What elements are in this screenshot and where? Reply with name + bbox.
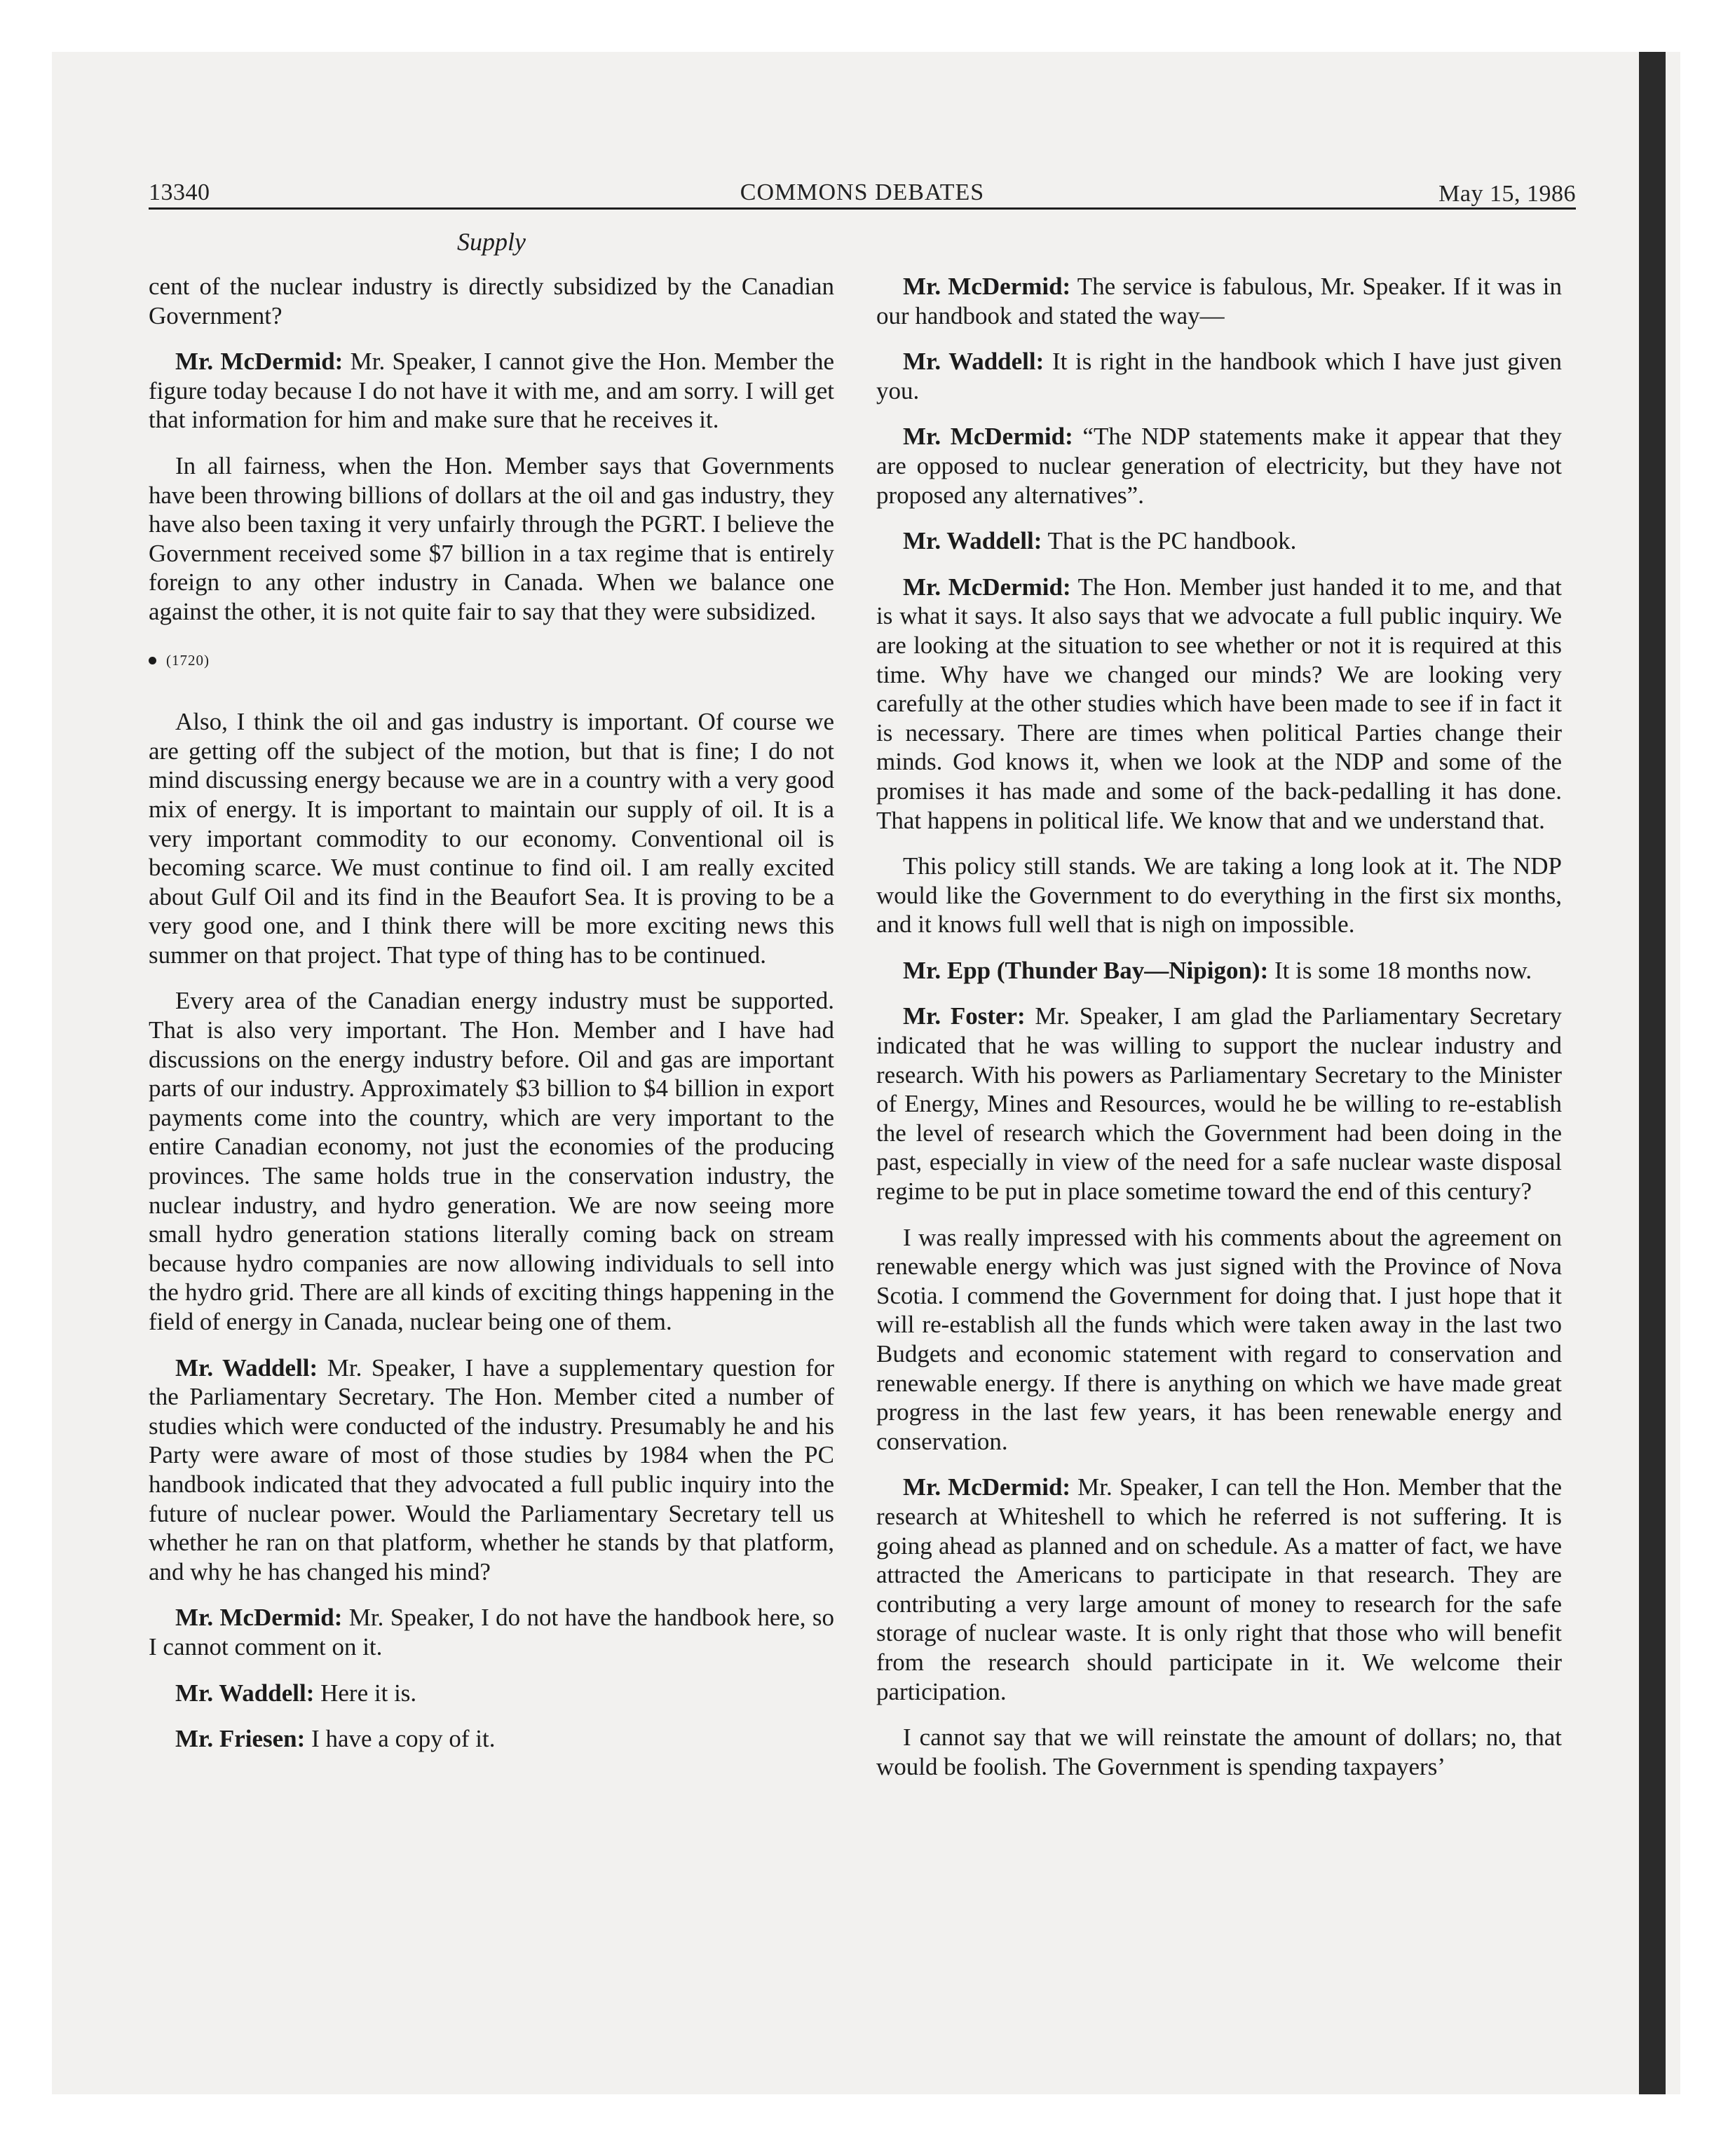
speech-paragraph bbox=[149, 1353, 834, 1587]
speech-paragraph bbox=[876, 422, 1562, 510]
section-title: Supply bbox=[457, 228, 526, 256]
page-number: 13340 bbox=[149, 179, 210, 205]
speech-paragraph bbox=[149, 347, 834, 435]
speech-text: “The NDP statements make it appear that they are opposed to nuclear generation of electricity, but they have not proposed any alternatives”. bbox=[876, 423, 1562, 509]
paragraph: cent of the nuclear industry is directly subsidized by the Canadian Government? bbox=[149, 273, 834, 329]
speech-text: Mr. Speaker, I have a supplementary question for the Parliamentary Secretary. The Hon. Member cited a number of studies which were conducted of the industry. Presumably he and his Party were aware of most of those studies by 1984 when the PC handbook indicated that they advocated a full public inquiry into the future of nuclear power. Would the Parliamentary Secretary tell us whether he ran on that platform, whether he stands by that platform, and why he has changed his mind? bbox=[149, 1353, 834, 1585]
speaker-name: Mr. Waddell: bbox=[175, 1679, 315, 1707]
speech-text: It is some 18 months now. bbox=[1268, 956, 1532, 984]
paragraph: I was really impressed with his comments about the agreement on renewable energy which was just signed with the Province of Nova Scotia. I commend the Government for doing that. I just hope that it will re-establish all the funds which were taken away in the last two Budgets and economic statement with regard to conservation and renewable energy. If there is anything on which we have made great progress in the last few years, it has been renewable energy and conservation. bbox=[876, 1223, 1562, 1455]
speaker-name: Mr. McDermid: bbox=[175, 348, 343, 376]
publication-date: May 15, 1986 bbox=[1438, 181, 1576, 207]
speech-text: The service is fabulous, Mr. Speaker. If it was in our handbook and stated the way— bbox=[876, 273, 1562, 329]
speech-text: Mr. Speaker, I can tell the Hon. Member that the research at Whiteshell to which he referred is not suffering. It is going ahead as planned and on schedule. As a matter of fact, we have attracted the Americans to participate in that research. They are contributing a very large amount of money to research for the safe storage of nuclear waste. It is only right that those who will benefit from the research should participate in it. We welcome their participation. bbox=[876, 1473, 1562, 1705]
page-header bbox=[149, 172, 1576, 210]
paragraph: Also, I think the oil and gas industry is important. Of course we are getting off the subject of the motion, but that is fine; I do not mind discussing energy because we are in a country with a very good mix of energy. It is important to maintain our supply of oil. It is a very important commodity to our economy. Conventional oil is becoming scarce. We must continue to find oil. I am really excited about Gulf Oil and its find in the Beaufort Sea. It is proving to be a very good one, and I think there will be more exciting news this summer on that project. That type of thing has to be continued. bbox=[149, 708, 834, 969]
speech-text: That is the PC handbook. bbox=[1042, 527, 1297, 555]
speaker-name: Mr. McDermid: bbox=[903, 423, 1073, 451]
speech-text: Mr. Speaker, I am glad the Parliamentary Secretary indicated that he was willing to support the nuclear industry and research. With his powers as Parliamentary Secretary to the Minister of Energy, Mines and Resources, would he be willing to re-establish the level of research which the Government had been doing in the past, especially in view of the need for a safe nuclear waste disposal regime to be put in place sometime toward the end of this century? bbox=[876, 1002, 1562, 1206]
scan-edge-shadow bbox=[1639, 52, 1666, 2094]
speaker-name: Mr. McDermid: bbox=[903, 1473, 1071, 1501]
speech-text: Mr. Speaker, I cannot give the Hon. Member the figure today because I do not have it with me, and am sorry. I will get that information for him and make sure that he receives it. bbox=[149, 348, 834, 434]
speaker-name: Mr. Friesen: bbox=[175, 1725, 306, 1753]
paragraph: I cannot say that we will reinstate the amount of dollars; no, that would be foolish. The Government is spending taxpayers’ bbox=[876, 1724, 1562, 1780]
speech-paragraph bbox=[149, 1724, 834, 1754]
header-rule bbox=[149, 207, 1576, 210]
paragraph: Every area of the Canadian energy industry must be supported. That is also very important. The Hon. Member and I have had discussions on the energy industry before. Oil and gas are important parts of our industry. Approximately $3 billion to $4 billion in export payments come into the country, which are very important to the entire Canadian economy, not just the economies of the producing provinces. The same holds true in the conservation industry, the nuclear industry, and hydro generation. We are now seeing more small hydro generation stations literally coming back on stream because hydro companies are now allowing individuals to sell into the hydro grid. There are all kinds of exciting things happening in the field of energy in Canada, nuclear being one of them. bbox=[149, 987, 834, 1335]
speaker-name: Mr. Epp (Thunder Bay—Nipigon): bbox=[903, 956, 1269, 984]
paragraph: This policy still stands. We are taking a long look at it. The NDP would like the Government to do everything in the first six months, and it knows full well that is nigh on impossible. bbox=[876, 852, 1562, 939]
speech-paragraph bbox=[149, 1679, 834, 1708]
speech-text: I have a copy of it. bbox=[305, 1725, 496, 1753]
speech-paragraph bbox=[876, 1473, 1562, 1706]
speech-paragraph bbox=[149, 1603, 834, 1661]
speech-paragraph bbox=[876, 272, 1562, 330]
speaker-name: Mr. Waddell: bbox=[903, 348, 1045, 376]
left-column bbox=[149, 272, 834, 1770]
speaker-name: Mr. Waddell: bbox=[903, 527, 1042, 555]
speech-paragraph bbox=[876, 526, 1562, 556]
right-column bbox=[876, 272, 1562, 1798]
speech-text: Mr. Speaker, I do not have the handbook here, so I cannot comment on it. bbox=[149, 1604, 834, 1660]
time-marker-text: (1720) bbox=[166, 651, 210, 669]
bullet-icon bbox=[149, 657, 156, 664]
time-marker bbox=[149, 646, 834, 676]
speaker-name: Mr. McDermid: bbox=[903, 273, 1071, 300]
speaker-name: Mr. McDermid: bbox=[903, 573, 1071, 601]
speaker-name: Mr. Foster: bbox=[903, 1002, 1026, 1030]
speech-paragraph bbox=[876, 573, 1562, 835]
paragraph: In all fairness, when the Hon. Member says that Governments have been throwing billions of dollars at the oil and gas industry, they have also been taxing it very unfairly through the PGRT. I believe the Government received some $7 billion in a tax regime that is entirely foreign to any other industry in Canada. When we balance one against the other, it is not quite fair to say that they were subsidized. bbox=[149, 451, 834, 625]
speech-text: The Hon. Member just handed it to me, and that is what it says. It also says that we advocate a full public inquiry. We are looking at the situation to see whether or not it is required at this time. Why have we changed our minds? We are looking very carefully at the other studies which have been made to see if in fact it is necessary. There are times when political Parties change their minds. God knows it, when we look at the NDP and some of the promises it has made and some of the back-pedalling it has done. That happens in political life. We know that and we understand that. bbox=[876, 573, 1562, 834]
speech-text: Here it is. bbox=[314, 1679, 417, 1707]
speech-paragraph bbox=[876, 1002, 1562, 1206]
speaker-name: Mr. Waddell: bbox=[175, 1353, 318, 1381]
speaker-name: Mr. McDermid: bbox=[175, 1604, 343, 1632]
speech-paragraph bbox=[876, 956, 1562, 985]
speech-text: It is right in the handbook which I have just given you. bbox=[876, 348, 1562, 404]
speech-paragraph bbox=[876, 347, 1562, 405]
publication-title: COMMONS DEBATES bbox=[740, 179, 985, 205]
